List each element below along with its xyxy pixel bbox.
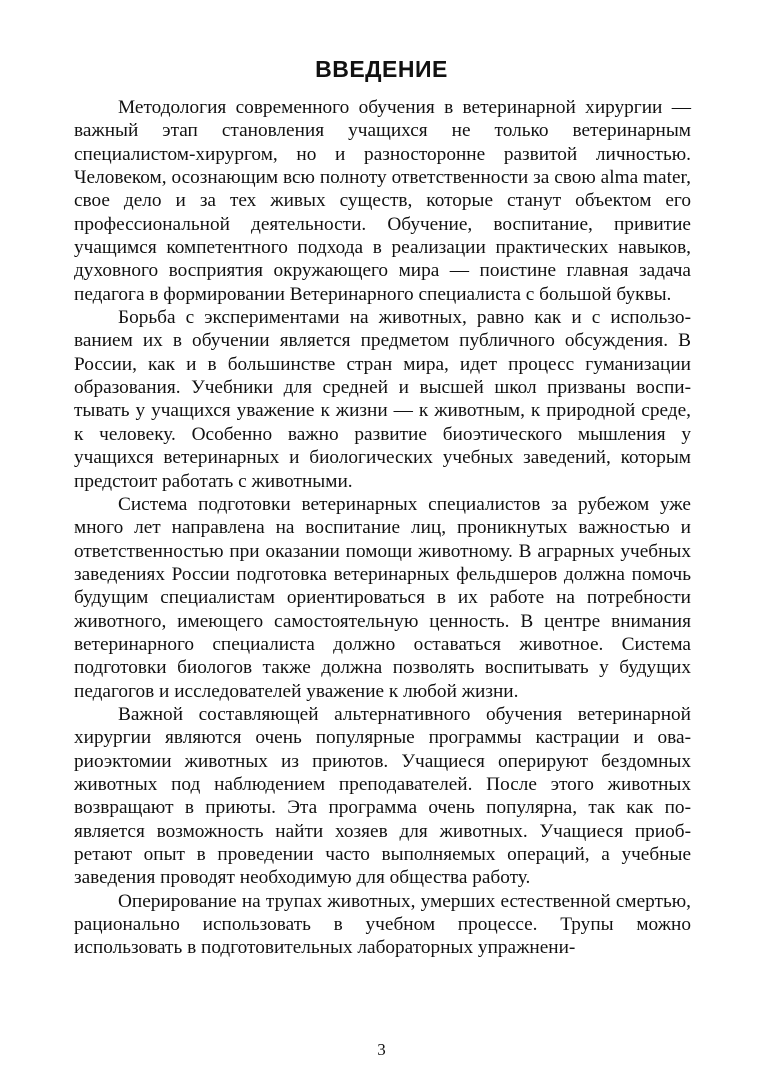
paragraph-3: Система подготовки ветеринарных специалистов за рубежом уже много лет направлена на воспитание лиц, проникнутых важностью и ответственностью при оказании помощи животному. В аграрных учебных заведениях России подготовка ветеринарных фельдшеров должна помочь будущим специалистам ориентироваться в их работе на потребности животного, имеющего самостоятельную ценность. В центре внимания ветеринарного специалиста должно оставаться животное. Система подготовки биологов также должна позволять воспитывать у будущих педагогов и исследователей уважение к любой жизни. — [74, 493, 691, 702]
page-number: 3 — [377, 1040, 386, 1059]
paragraph-5: Оперирование на трупах животных, умерших естественной смертью, рационально использовать в учебном процессе. Трупы можно использовать в подготовительных лабораторных упражнени- — [74, 890, 691, 959]
page-title: ВВЕДЕНИЕ — [315, 56, 448, 82]
paragraph-4: Важной составляющей альтернативного обучения ветеринарной хирургии являются очень популярные программы кастрации и овариоэктомии животных из приютов. Учащиеся оперируют бездомных животных под наблюдением преподавателей. После этого животных возвращают в приюты. Эта программа очень популярна, так как появляется возможность найти хозяев для животных. Учащиеся приобретают опыт в проведении часто выполняемых операций, а учебные заведения проводят необходимую для общества работу. — [74, 703, 691, 889]
paragraph-2: Борьба с экспериментами на животных, равно как и с использованием их в обучении является предметом публичного обсуждения. В России, как и в большинстве стран мира, идет процесс гуманизации образования. Учебники для средней и высшей школ призваны воспитывать у учащихся уважение к жизни — к животным, к природной среде, к человеку. Особенно важно развитие биоэтического мышления у учащихся ветеринарных и биологических учебных заведений, которым предстоит работать с животными. — [74, 307, 691, 492]
body-text — [74, 96, 691, 960]
paragraph-1: Методология современного обучения в ветеринарной хирургии — важный этап становления учащихся не только ветеринарным специалистом-хирургом, но и разносторонне развитой личностью. Человеком, осознающим всю полноту ответственности за свою alma mater, свое дело и за тех живых существ, которые станут объектом его профессиональной деятельности. Обучение, воспитание, привитие учащимся компетентного подхода в реализации практических навыков, духовного восприятия окружающего мира — поистине главная задача педагога в формировании Ветеринарного специалиста с большой буквы. — [74, 97, 691, 305]
